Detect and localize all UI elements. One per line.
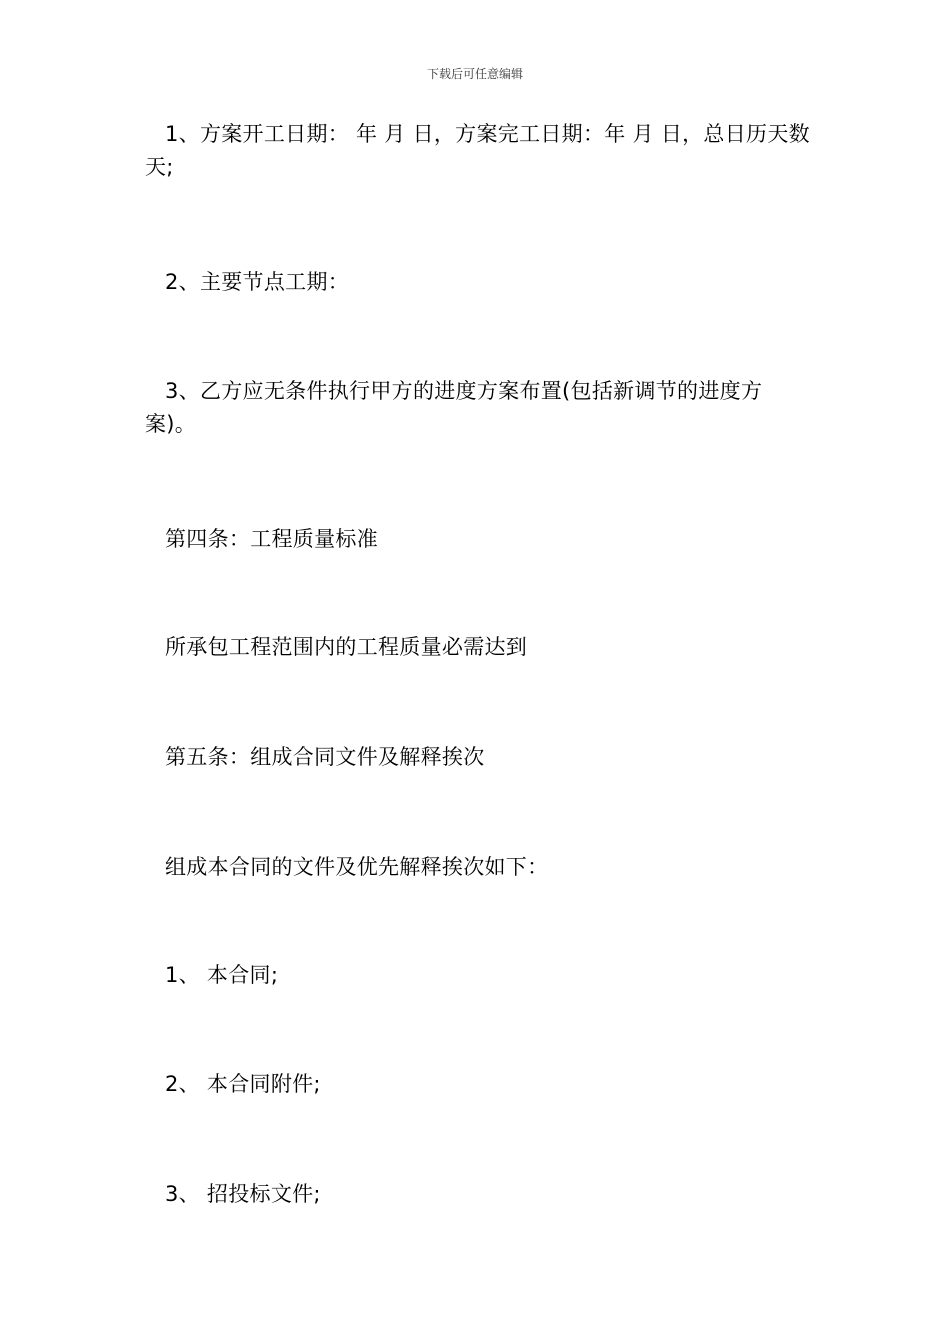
paragraph-text: 1、 本合同; xyxy=(165,963,279,987)
paragraph-text: 第四条：工程质量标准 xyxy=(165,527,378,551)
paragraph-text: 1、方案开工日期： 年 月 日，方案完工日期：年 月 日，总日历天数 天; xyxy=(145,122,810,179)
section-heading-contract-documents xyxy=(145,741,810,774)
paragraph-quality-requirement xyxy=(145,631,810,664)
paragraph-text: 3、乙方应无条件执行甲方的进度方案布置(包括新调节的进度方案)。 xyxy=(145,379,763,436)
list-item-contract-annex xyxy=(145,1068,810,1101)
list-item-bid-documents xyxy=(145,1178,810,1211)
paragraph-key-milestones xyxy=(145,266,810,299)
paragraph-schedule-dates xyxy=(145,118,810,184)
paragraph-text: 组成本合同的文件及优先解释挨次如下： xyxy=(165,855,549,879)
paragraph-text: 3、 招投标文件; xyxy=(165,1182,321,1206)
paragraph-schedule-compliance xyxy=(145,375,810,441)
paragraph-document-priority xyxy=(145,851,810,884)
list-item-contract xyxy=(145,959,810,992)
section-heading-quality-standard xyxy=(145,523,810,556)
paragraph-text: 2、 本合同附件; xyxy=(165,1072,321,1096)
paragraph-text: 第五条：组成合同文件及解释挨次 xyxy=(165,745,485,769)
page-header: 下载后可任意编辑 xyxy=(426,67,523,81)
paragraph-text: 2、主要节点工期： xyxy=(165,270,350,294)
paragraph-text: 所承包工程范围内的工程质量必需达到 xyxy=(165,635,528,659)
